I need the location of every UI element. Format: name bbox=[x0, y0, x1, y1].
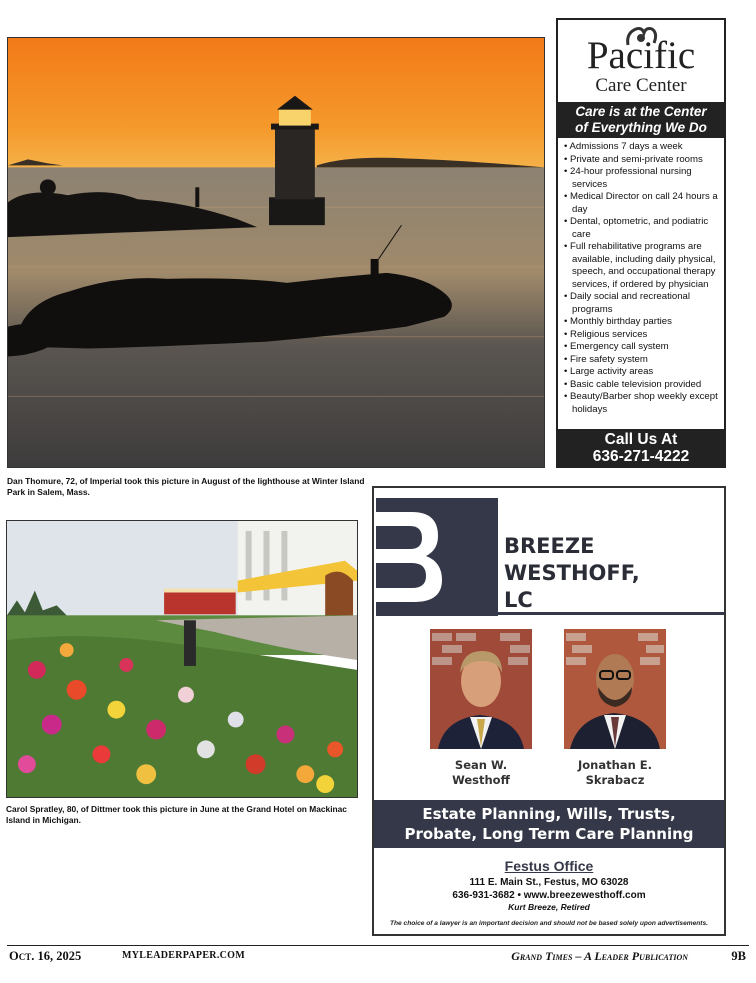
portrait-sean-westhoff bbox=[430, 629, 532, 749]
office-heading: Festus Office bbox=[504, 858, 594, 874]
feature-item: • Private and semi-private rooms bbox=[564, 154, 720, 167]
footer-page-number: 9B bbox=[731, 949, 746, 963]
pacific-feature-list bbox=[558, 138, 724, 416]
footer-date: Oct. 16, 2025 bbox=[9, 949, 82, 963]
services-band bbox=[374, 800, 724, 848]
firm-name-line-1: BREEZE bbox=[504, 534, 595, 558]
feature-item: • Religious services bbox=[564, 329, 720, 342]
lawyer-disclaimer: The choice of a lawyer is an important decision and should not be based solely upon advertisements. bbox=[389, 920, 709, 927]
feature-item: • Daily social and recreational programs bbox=[564, 291, 720, 316]
attorney-2-first: Jonathan E. bbox=[578, 758, 652, 772]
pacific-subname: Care Center bbox=[595, 75, 687, 96]
feature-item: • Fire safety system bbox=[564, 354, 720, 367]
attorney-name-sean bbox=[421, 758, 541, 788]
breeze-b-logo-icon bbox=[376, 498, 498, 616]
services-line-2: Probate, Long Term Care Planning bbox=[404, 825, 694, 843]
attorney-2-last: Skrabacz bbox=[585, 773, 645, 787]
breeze-westhoff-ad[interactable] bbox=[372, 486, 726, 936]
pacific-name: Pacific bbox=[586, 34, 696, 77]
attorney-1-first: Sean W. bbox=[454, 758, 508, 772]
feature-item: • Medical Director on call 24 hours a day bbox=[564, 191, 720, 216]
pacific-phone[interactable]: 636-271-4222 bbox=[592, 448, 690, 465]
firm-name-rule bbox=[498, 612, 724, 615]
feature-item: • Basic cable television provided bbox=[564, 379, 720, 392]
lighthouse-photo-caption: Dan Thomure, 72, of Imperial took this picture in August of the lighthouse at Winter Island Park in Salem, Mass. bbox=[7, 476, 365, 497]
feature-item: • Full rehabilitative programs are available, including daily physical, speech, and occupational therapy services, if ordered by physician bbox=[564, 241, 720, 291]
attorney-name-jonathan bbox=[555, 758, 675, 788]
pacific-tagline-2: of Everything We Do bbox=[575, 119, 707, 135]
grand-hotel-garden-image bbox=[7, 521, 357, 797]
grand-hotel-photo bbox=[6, 520, 358, 798]
attorney-1-last: Westhoff bbox=[452, 773, 510, 787]
office-contact bbox=[374, 876, 724, 902]
feature-item: • Dental, optometric, and podiatric care bbox=[564, 216, 720, 241]
call-label: Call Us At bbox=[604, 431, 678, 448]
grand-hotel-photo-caption: Carol Spratley, 80, of Dittmer took this picture in June at the Grand Hotel on Mackinac Island in Michigan. bbox=[6, 804, 347, 825]
services-line-1: Estate Planning, Wills, Trusts, bbox=[422, 805, 676, 823]
portrait-jonathan-skrabacz bbox=[564, 629, 666, 749]
pacific-tagline bbox=[558, 102, 724, 138]
feature-item: • Monthly birthday parties bbox=[564, 316, 720, 329]
pacific-tagline-1: Care is at the Center bbox=[575, 104, 707, 119]
office-address: 111 E. Main St., Festus, MO 63028 bbox=[469, 877, 629, 888]
footer-publication: Grand Times – A Leader Publication bbox=[511, 949, 688, 963]
retired-note: Kurt Breeze, Retired bbox=[508, 902, 590, 912]
office-phone-web[interactable]: 636-931-3682 • www.breezewesthoff.com bbox=[452, 890, 646, 901]
feature-item: • Large activity areas bbox=[564, 366, 720, 379]
feature-item: • Admissions 7 days a week bbox=[564, 141, 720, 154]
firm-name-line-3: LC bbox=[504, 588, 533, 612]
pacific-call-box[interactable] bbox=[558, 429, 724, 466]
pacific-logo bbox=[558, 20, 724, 102]
pacific-care-center-ad[interactable] bbox=[556, 18, 726, 468]
firm-name-line-2: WESTHOFF, bbox=[504, 561, 640, 585]
feature-item: • Emergency call system bbox=[564, 341, 720, 354]
lighthouse-photo bbox=[7, 37, 545, 468]
firm-name bbox=[504, 533, 640, 614]
feature-item: • Beauty/Barber shop weekly except holidays bbox=[564, 391, 720, 416]
footer-website[interactable]: MYLEADERPAPER.COM bbox=[122, 950, 245, 961]
footer-rule bbox=[7, 945, 749, 946]
feature-item: • 24-hour professional nursing services bbox=[564, 166, 720, 191]
lighthouse-sunset-image bbox=[8, 38, 544, 467]
